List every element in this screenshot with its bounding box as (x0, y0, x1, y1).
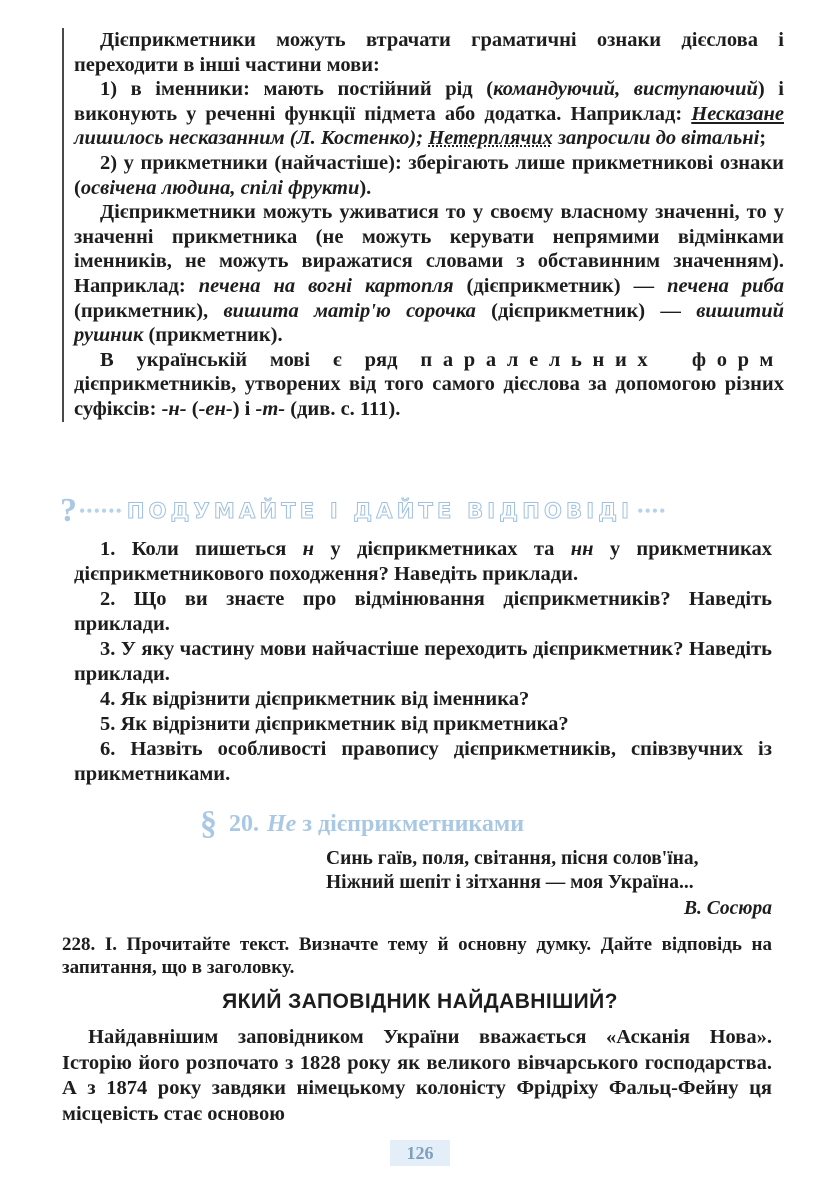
rule-text: Дієприкметники можуть уживатися то у своєму власному значенні, то у значенні прикметника (не можуть керувати непрямими відмінками іменників, не можуть виражатися словами з обставинним значенням). Наприклад: (74, 201, 784, 297)
rule-text: ) і виконують у реченні функції підмета або додатка. Наприклад: (74, 78, 784, 125)
section-number: 20. (229, 810, 259, 837)
question-item: 2. Що ви знаєте про відмінювання дієприкметників? Наведіть приклади. (74, 588, 772, 635)
reading-title: ЯКИЙ ЗАПОВІДНИК НАЙДАВНІШИЙ? (222, 990, 618, 1013)
rule-text: ) і (232, 397, 256, 420)
example-text: вишита матір'ю сорочка (223, 299, 476, 322)
epigraph-author: В. Сосюра (683, 898, 772, 919)
section-title-italic: Не (267, 810, 297, 837)
rule-text: (див. с. 111). (285, 397, 401, 420)
rule-text: (прикметник). (143, 324, 283, 347)
rule-text: ; (759, 127, 767, 150)
example-text: вишитий рушник (74, 299, 785, 347)
rule-text: (дієприкметник) — (475, 299, 697, 322)
question-item: 4. Як відрізнити дієприкметник від іменника? (100, 688, 530, 710)
question-item: 5. Як відрізнити дієприкметник від прикметника? (100, 713, 569, 735)
letter-example: н (302, 538, 315, 560)
questions-header (60, 491, 776, 531)
question-text: 1. Коли пишеться (100, 538, 303, 560)
letter-example: нн (570, 538, 594, 560)
example-text: печена на вогні картопля (198, 274, 454, 297)
question-mark-icon: ? (60, 492, 77, 529)
exercise-number: 228. (62, 934, 96, 955)
question-item (74, 537, 772, 587)
example-text: командуючий, виступаючий (493, 78, 758, 101)
rule-text: (дієприкметник) — (453, 274, 668, 297)
epigraph (326, 847, 772, 921)
section-sign-icon: § (200, 805, 217, 842)
example-source: (Л. Костенко); (284, 127, 429, 150)
rule-text: ( (186, 397, 199, 420)
example-text: освічена людина, спілі фрукти (80, 176, 360, 199)
exercise-text (62, 934, 772, 979)
rule-text: (найчастіше): зберігають лише прикметникові ознаки ( (74, 151, 784, 199)
question-item: 6. Назвіть особливості правопису дієприкметників, співзвучних із прикметниками. (74, 738, 772, 785)
reading-paragraph: Найдавнішим заповідником України вважається «Асканія Нова». Історію його розпочато з 1828 року як великого вівчарського господарства. А з 1874 року завдяки німецькому колоністу Фрідріху Фальц-Фейну ця місцевість стає основою (62, 1026, 772, 1125)
rule-paragraph (74, 348, 784, 422)
rule-block (62, 28, 784, 422)
spaced-term: паралельних форм (420, 348, 784, 371)
header-dots: •••••• (79, 500, 123, 521)
section-title-rest: з дієприкметниками (296, 810, 525, 837)
rule-item-number: 1) в (100, 78, 156, 101)
exercise-task (62, 934, 772, 979)
questions-list (74, 537, 772, 787)
page-number: 126 (390, 1140, 450, 1166)
reading-text (62, 1025, 772, 1127)
example-text: лишилось несказанним (74, 127, 285, 150)
example-underlined: Нетерплячих (428, 127, 553, 150)
question-text: у дієприкметниках та (314, 538, 571, 560)
rule-text: В українській мові є ряд (100, 348, 421, 371)
epigraph-line: Ніжний шепіт і зітхання — моя Україна... (326, 872, 694, 893)
example-underlined: Несказане (691, 102, 784, 125)
rule-paragraph (74, 28, 784, 77)
exercise-instructions: I. Прочитайте текст. Визначте тему й основну думку. Дайте відповідь на запитання, що в заголовку. (62, 934, 772, 978)
header-dots: •••• (637, 500, 667, 521)
rule-paragraph (74, 77, 784, 151)
question-text: у прикметниках дієприкметникового походження? Наведіть приклади. (74, 538, 773, 585)
suffix-example: -т- (255, 397, 286, 420)
rule-text: (прикметник), (74, 299, 224, 322)
rule-text: Дієприкметники можуть втрачати граматичні ознаки дієслова і переходити в інші частини мови: (74, 29, 784, 76)
rule-text: ). (359, 176, 372, 199)
rule-text: дієприкметників, утворених від того самого дієслова за допомогою різних суфіксів: (74, 373, 784, 420)
rule-term: прикметники (140, 151, 268, 174)
example-text: запросили до вітальні (552, 127, 760, 150)
epigraph-line: Синь гаїв, поля, світання, пісня солов'їна, (326, 848, 699, 869)
questions-header-title: ПОДУМАЙТЕ І ДАЙТЕ ВІДПОВІДІ (126, 499, 634, 523)
question-item: 3. У яку частину мови найчастіше переходить дієприкметник? Наведіть приклади. (74, 638, 772, 685)
rule-paragraph (74, 200, 784, 348)
rule-paragraph (74, 151, 784, 200)
section-heading (200, 806, 524, 842)
suffix-example: -ен- (198, 397, 233, 420)
suffix-example: -н- (161, 397, 187, 420)
example-text: печена риба (667, 274, 784, 297)
rule-text: : мають постійний рід ( (243, 78, 494, 101)
section-title (267, 811, 524, 838)
rule-item-number: 2) у (100, 151, 141, 174)
rule-term: іменники (155, 78, 244, 101)
